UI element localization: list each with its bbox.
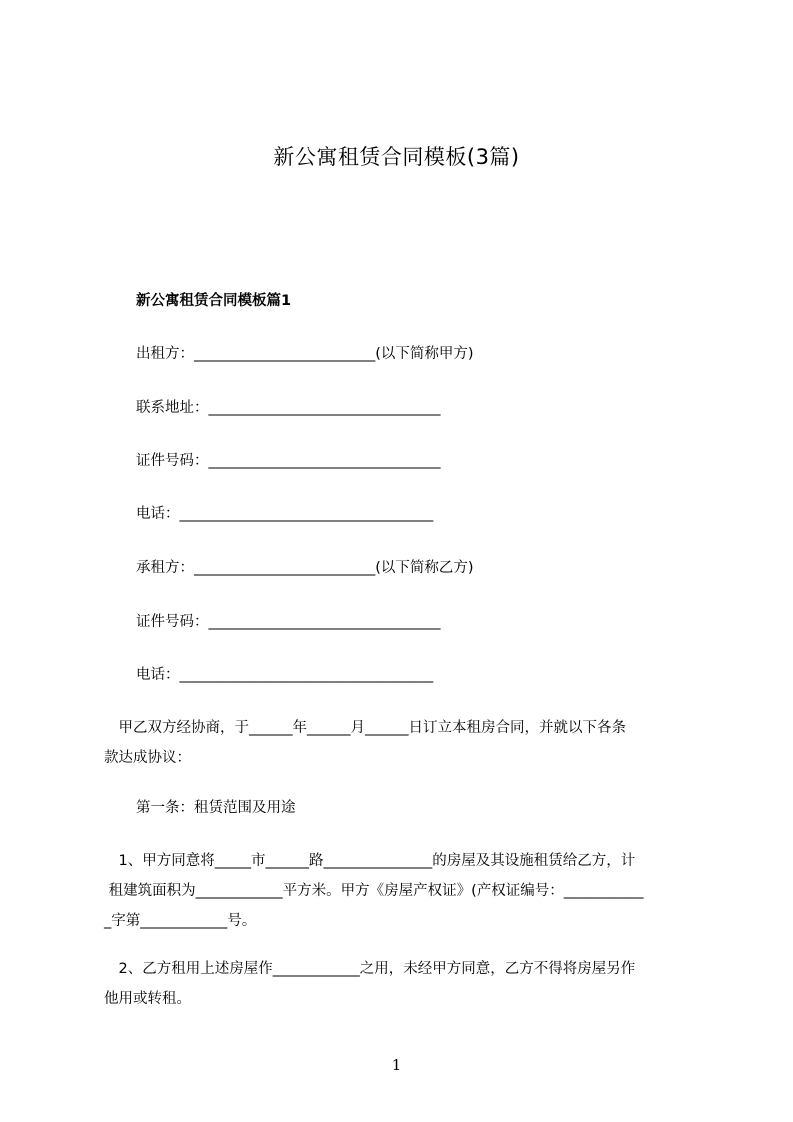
clause-2-line-2: 他用或转租。: [104, 991, 191, 1007]
clause-1-paragraph: [104, 846, 716, 936]
article-1-heading: 第一条：租赁范围及用途: [136, 800, 296, 816]
agreement-line-1: 甲乙双方经协商，于______年______月______日订立本租房合同，并就以下各条: [104, 720, 626, 736]
agreement-line-2: 款达成协议：: [104, 750, 191, 766]
lessee-id-field: 证件号码：________________________________: [136, 614, 441, 630]
page-number: 1: [391, 1056, 402, 1074]
document-title: 新公寓租赁合同模板(3篇): [273, 145, 520, 169]
lessee-field: 承租方：_________________________(以下简称乙方): [136, 560, 474, 576]
section-heading: 新公寓租赁合同模板篇1: [136, 293, 292, 309]
lessor-id-field: 证件号码：________________________________: [136, 453, 441, 469]
lessor-field: 出租方：_________________________(以下简称甲方): [136, 346, 474, 362]
lessor-address-field: 联系地址：________________________________: [136, 400, 441, 416]
clause-2-paragraph: [104, 954, 716, 1014]
lessee-phone-field: 电话：___________________________________: [136, 667, 434, 683]
clause-1-line-2: 租建筑面积为____________平方米。甲方《房屋产权证》(产权证编号：___________: [104, 883, 644, 899]
lessor-phone-field: 电话：___________________________________: [136, 506, 434, 522]
clause-1-line-3: _字第____________号。: [104, 913, 257, 929]
agreement-paragraph: [104, 713, 716, 773]
clause-1-line-1: 1、甲方同意将_____市______路_______________的房屋及其设施租赁给乙方，计: [104, 853, 636, 869]
clause-2-line-1: 2、乙方租用上述房屋作____________之用，未经甲方同意，乙方不得将房屋另作: [104, 961, 636, 977]
